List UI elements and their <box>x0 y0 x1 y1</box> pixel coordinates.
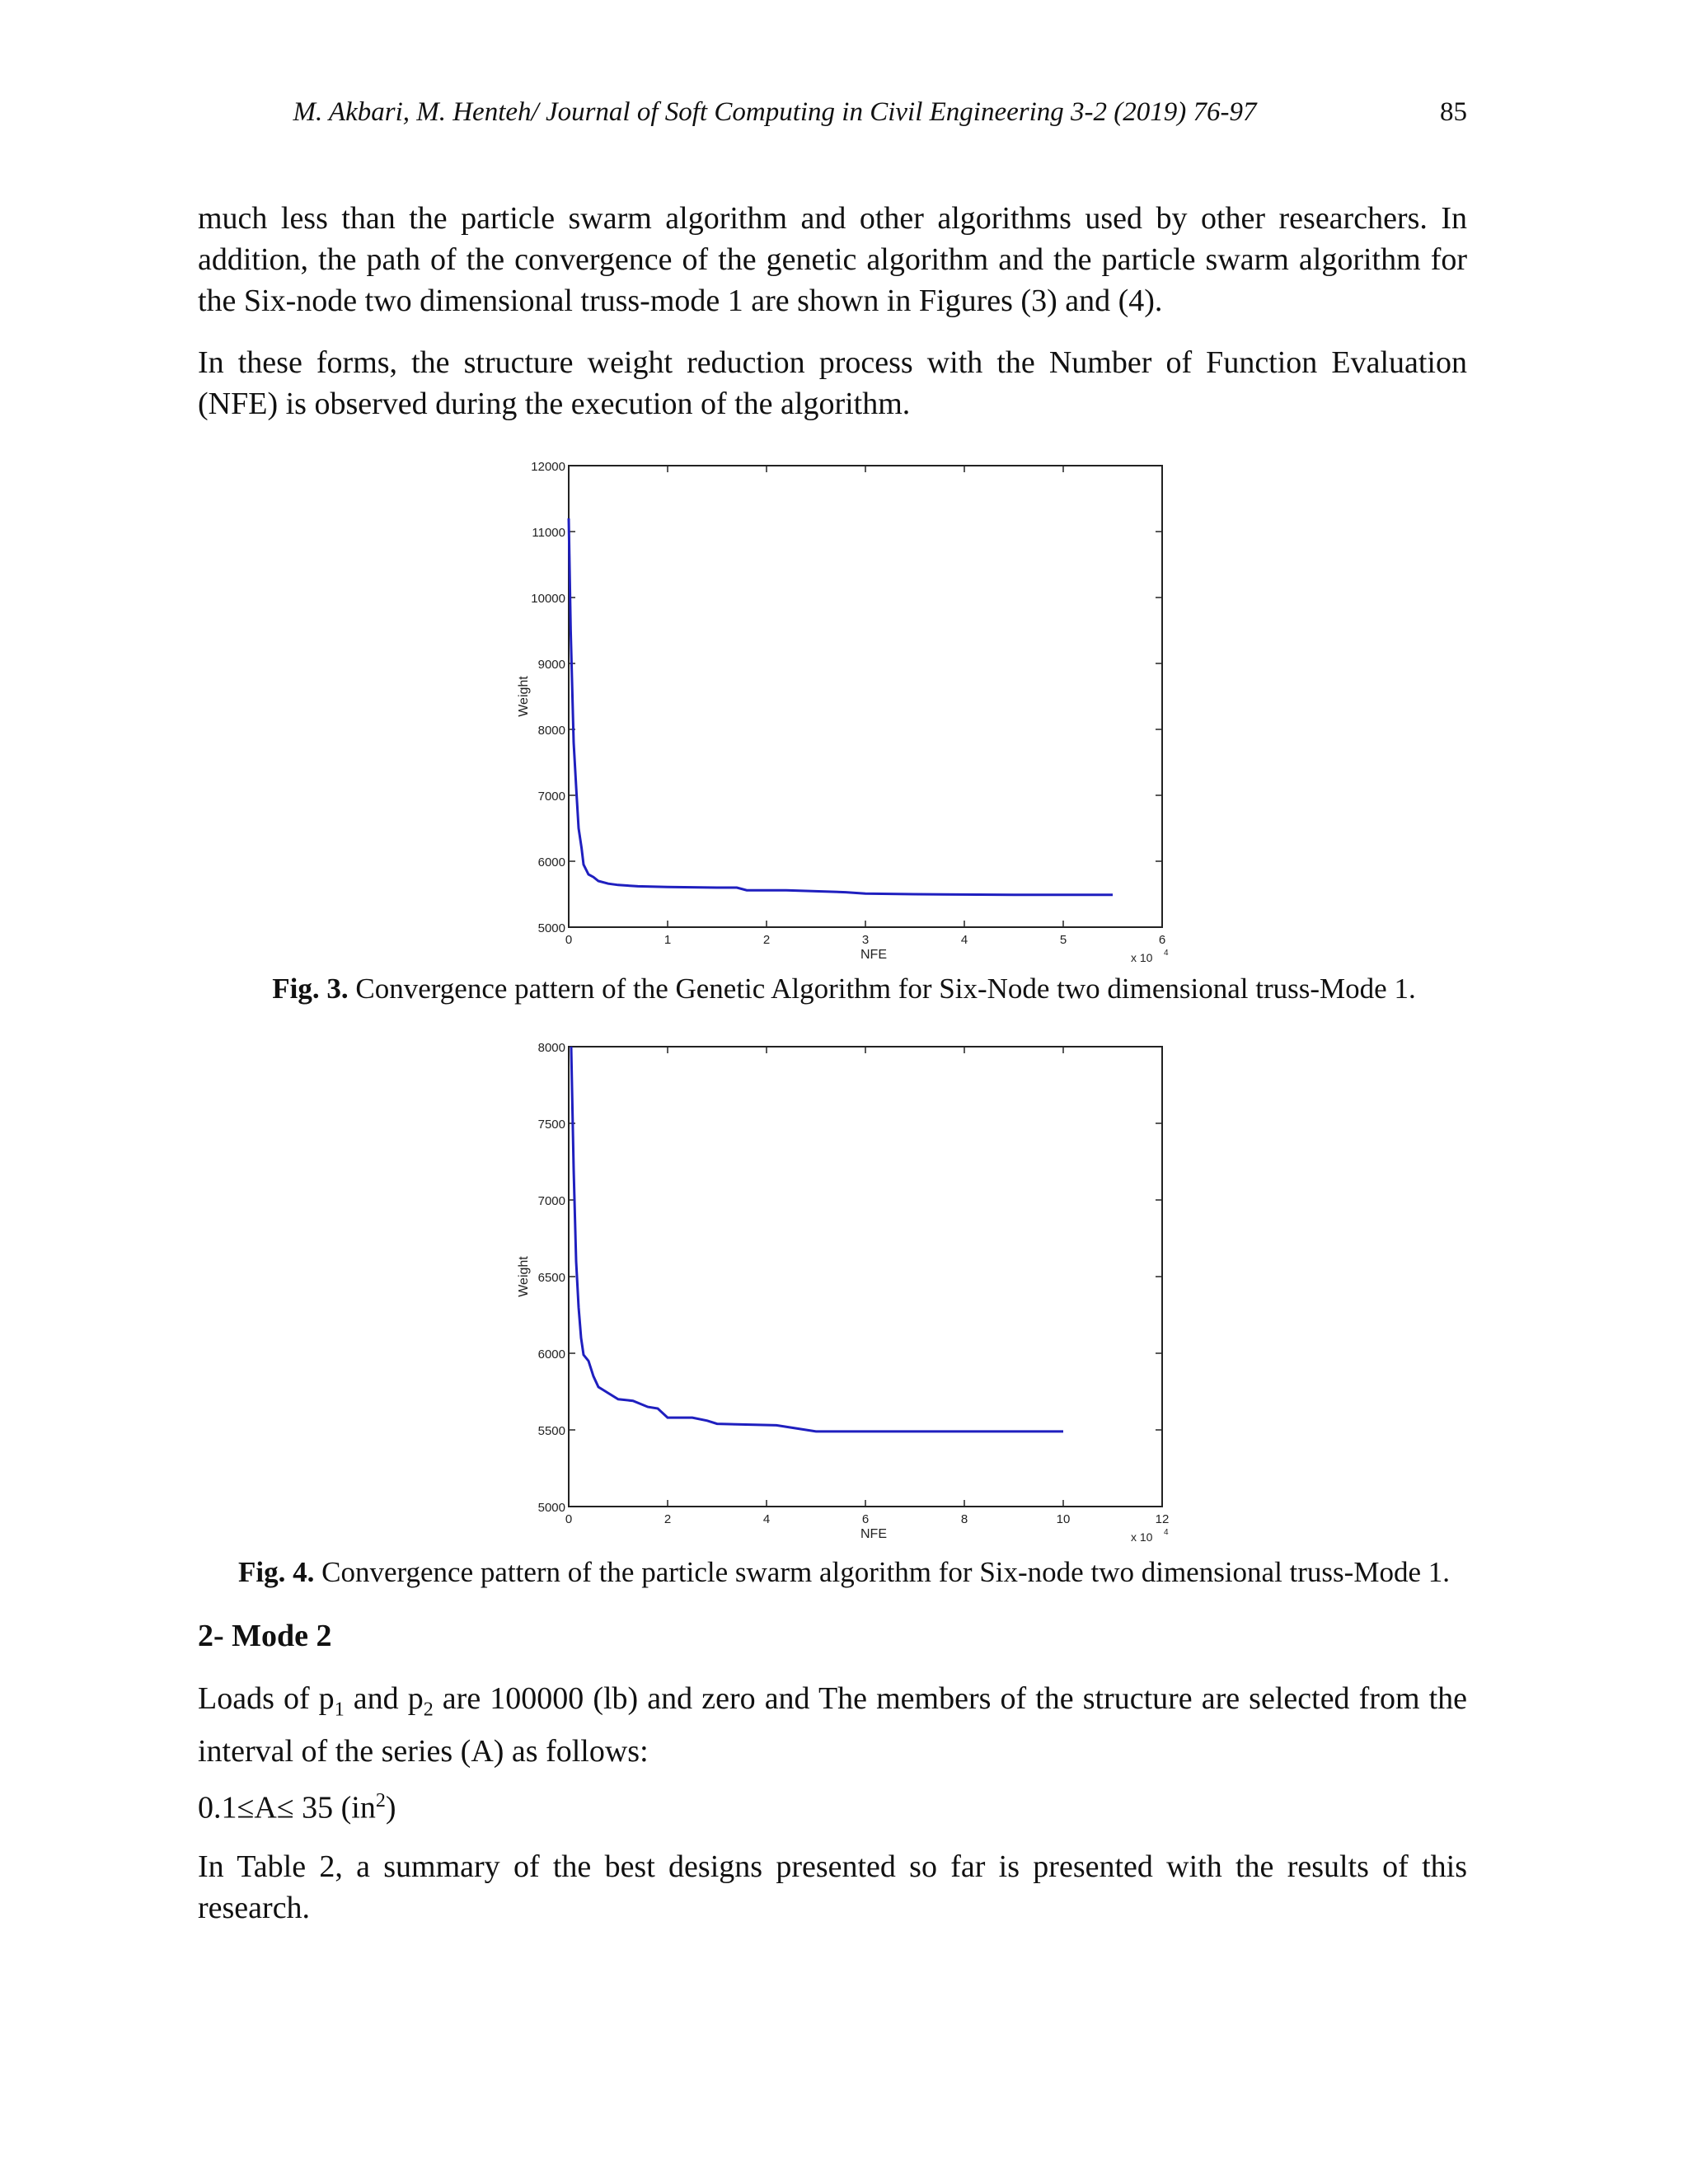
fig4-caption <box>0 1556 1688 1589</box>
paragraph-4: In Table 2, a summary of the best designs presented so far is presented with the results of this research. <box>198 1849 1467 1925</box>
x-axis-label: NFE <box>860 948 887 962</box>
paragraph-3 <box>198 1678 1467 1772</box>
y-tick-label: 7500 <box>537 1118 565 1132</box>
fig4-text: Convergence pattern of the particle swarm algorithm for Six-node two dimensional truss-Mode 1. <box>314 1556 1450 1588</box>
formula-part-a: 0.1≤A≤ 35 (in <box>198 1790 376 1825</box>
x-tick-label: 10 <box>1056 1512 1071 1526</box>
paragraph-2: In these forms, the structure weight reduction process with the Number of Function Evaluation (NFE) is observed during the execution of the algorithm. <box>198 345 1467 421</box>
x-tick-label: 4 <box>960 933 968 947</box>
fig3-caption <box>0 972 1688 1005</box>
x-multiplier-exponent: 4 <box>1164 949 1169 958</box>
para3-part-b: and p <box>344 1681 424 1716</box>
fig4-chart <box>0 1026 1688 1554</box>
x-axis-label: NFE <box>860 1527 887 1541</box>
para3-sub-1: 1 <box>334 1699 345 1721</box>
y-tick-label: 5000 <box>537 1501 565 1515</box>
formula-area-range <box>198 1780 1467 1829</box>
y-tick-label: 8000 <box>537 724 565 738</box>
para3-sub-2: 2 <box>423 1699 434 1721</box>
y-tick-label: 7000 <box>537 790 565 804</box>
x-tick-label: 3 <box>861 933 870 947</box>
x-tick-label: 2 <box>663 1512 672 1526</box>
page-number: 85 <box>1440 97 1467 127</box>
fig3-label: Fig. 3. <box>272 972 349 1005</box>
x-tick-label: 5 <box>1059 933 1067 947</box>
figure-4 <box>0 1026 1688 1558</box>
y-tick-label: 5500 <box>537 1424 565 1438</box>
x-multiplier-exponent: 4 <box>1164 1528 1169 1537</box>
x-tick-label: 2 <box>762 933 771 947</box>
formula-part-b: ) <box>385 1790 396 1825</box>
y-tick-label: 5000 <box>537 921 565 935</box>
para3-part-a: Loads of p <box>198 1681 335 1716</box>
y-axis-label: Weight <box>517 676 531 717</box>
y-axis-label: Weight <box>517 1256 531 1297</box>
x-tick-label: 6 <box>1158 933 1166 947</box>
figure-3 <box>0 445 1688 977</box>
fig4-label: Fig. 4. <box>238 1556 315 1588</box>
y-tick-label: 12000 <box>531 460 565 474</box>
y-tick-label: 9000 <box>537 658 565 672</box>
x-tick-label: 4 <box>762 1512 771 1526</box>
y-tick-label: 10000 <box>531 592 565 606</box>
plot-frame <box>569 1047 1162 1507</box>
paragraph-1: much less than the particle swarm algorithm and other algorithms used by other researchers. In addition, the path of the convergence of the genetic algorithm and the particle swarm algorithm for the Six-node two dimensional truss-mode 1 are shown in Figures (3) and (4). <box>198 201 1467 318</box>
formula-sup: 2 <box>375 1790 386 1811</box>
x-tick-label: 12 <box>1155 1512 1170 1526</box>
x-multiplier: x 10 <box>1131 1530 1153 1544</box>
y-tick-label: 6000 <box>537 1347 565 1361</box>
x-tick-label: 6 <box>861 1512 870 1526</box>
x-multiplier: x 10 <box>1131 951 1153 964</box>
x-tick-label: 0 <box>565 933 573 947</box>
y-tick-label: 11000 <box>532 526 565 540</box>
running-title: M. Akbari, M. Henteh/ Journal of Soft Computing in Civil Engineering 3-2 (2019) 76-97 <box>293 97 1257 127</box>
fig3-text: Convergence pattern of the Genetic Algorithm for Six-Node two dimensional truss-Mode 1. <box>348 972 1416 1005</box>
y-tick-label: 6500 <box>537 1271 565 1285</box>
fig3-chart <box>0 445 1688 972</box>
para3-part-c: are 100000 (lb) and zero and The members of the structure are selected from the interval of the series (A) as follows: <box>198 1681 1467 1769</box>
y-tick-label: 8000 <box>537 1041 565 1055</box>
x-tick-label: 0 <box>565 1512 573 1526</box>
plot-frame <box>569 466 1162 927</box>
y-tick-label: 7000 <box>537 1194 565 1208</box>
running-header <box>198 97 1467 138</box>
y-tick-label: 6000 <box>537 855 565 869</box>
x-tick-label: 1 <box>663 933 672 947</box>
section-heading-mode-2: 2- Mode 2 <box>198 1619 332 1653</box>
x-tick-label: 8 <box>960 1512 968 1526</box>
